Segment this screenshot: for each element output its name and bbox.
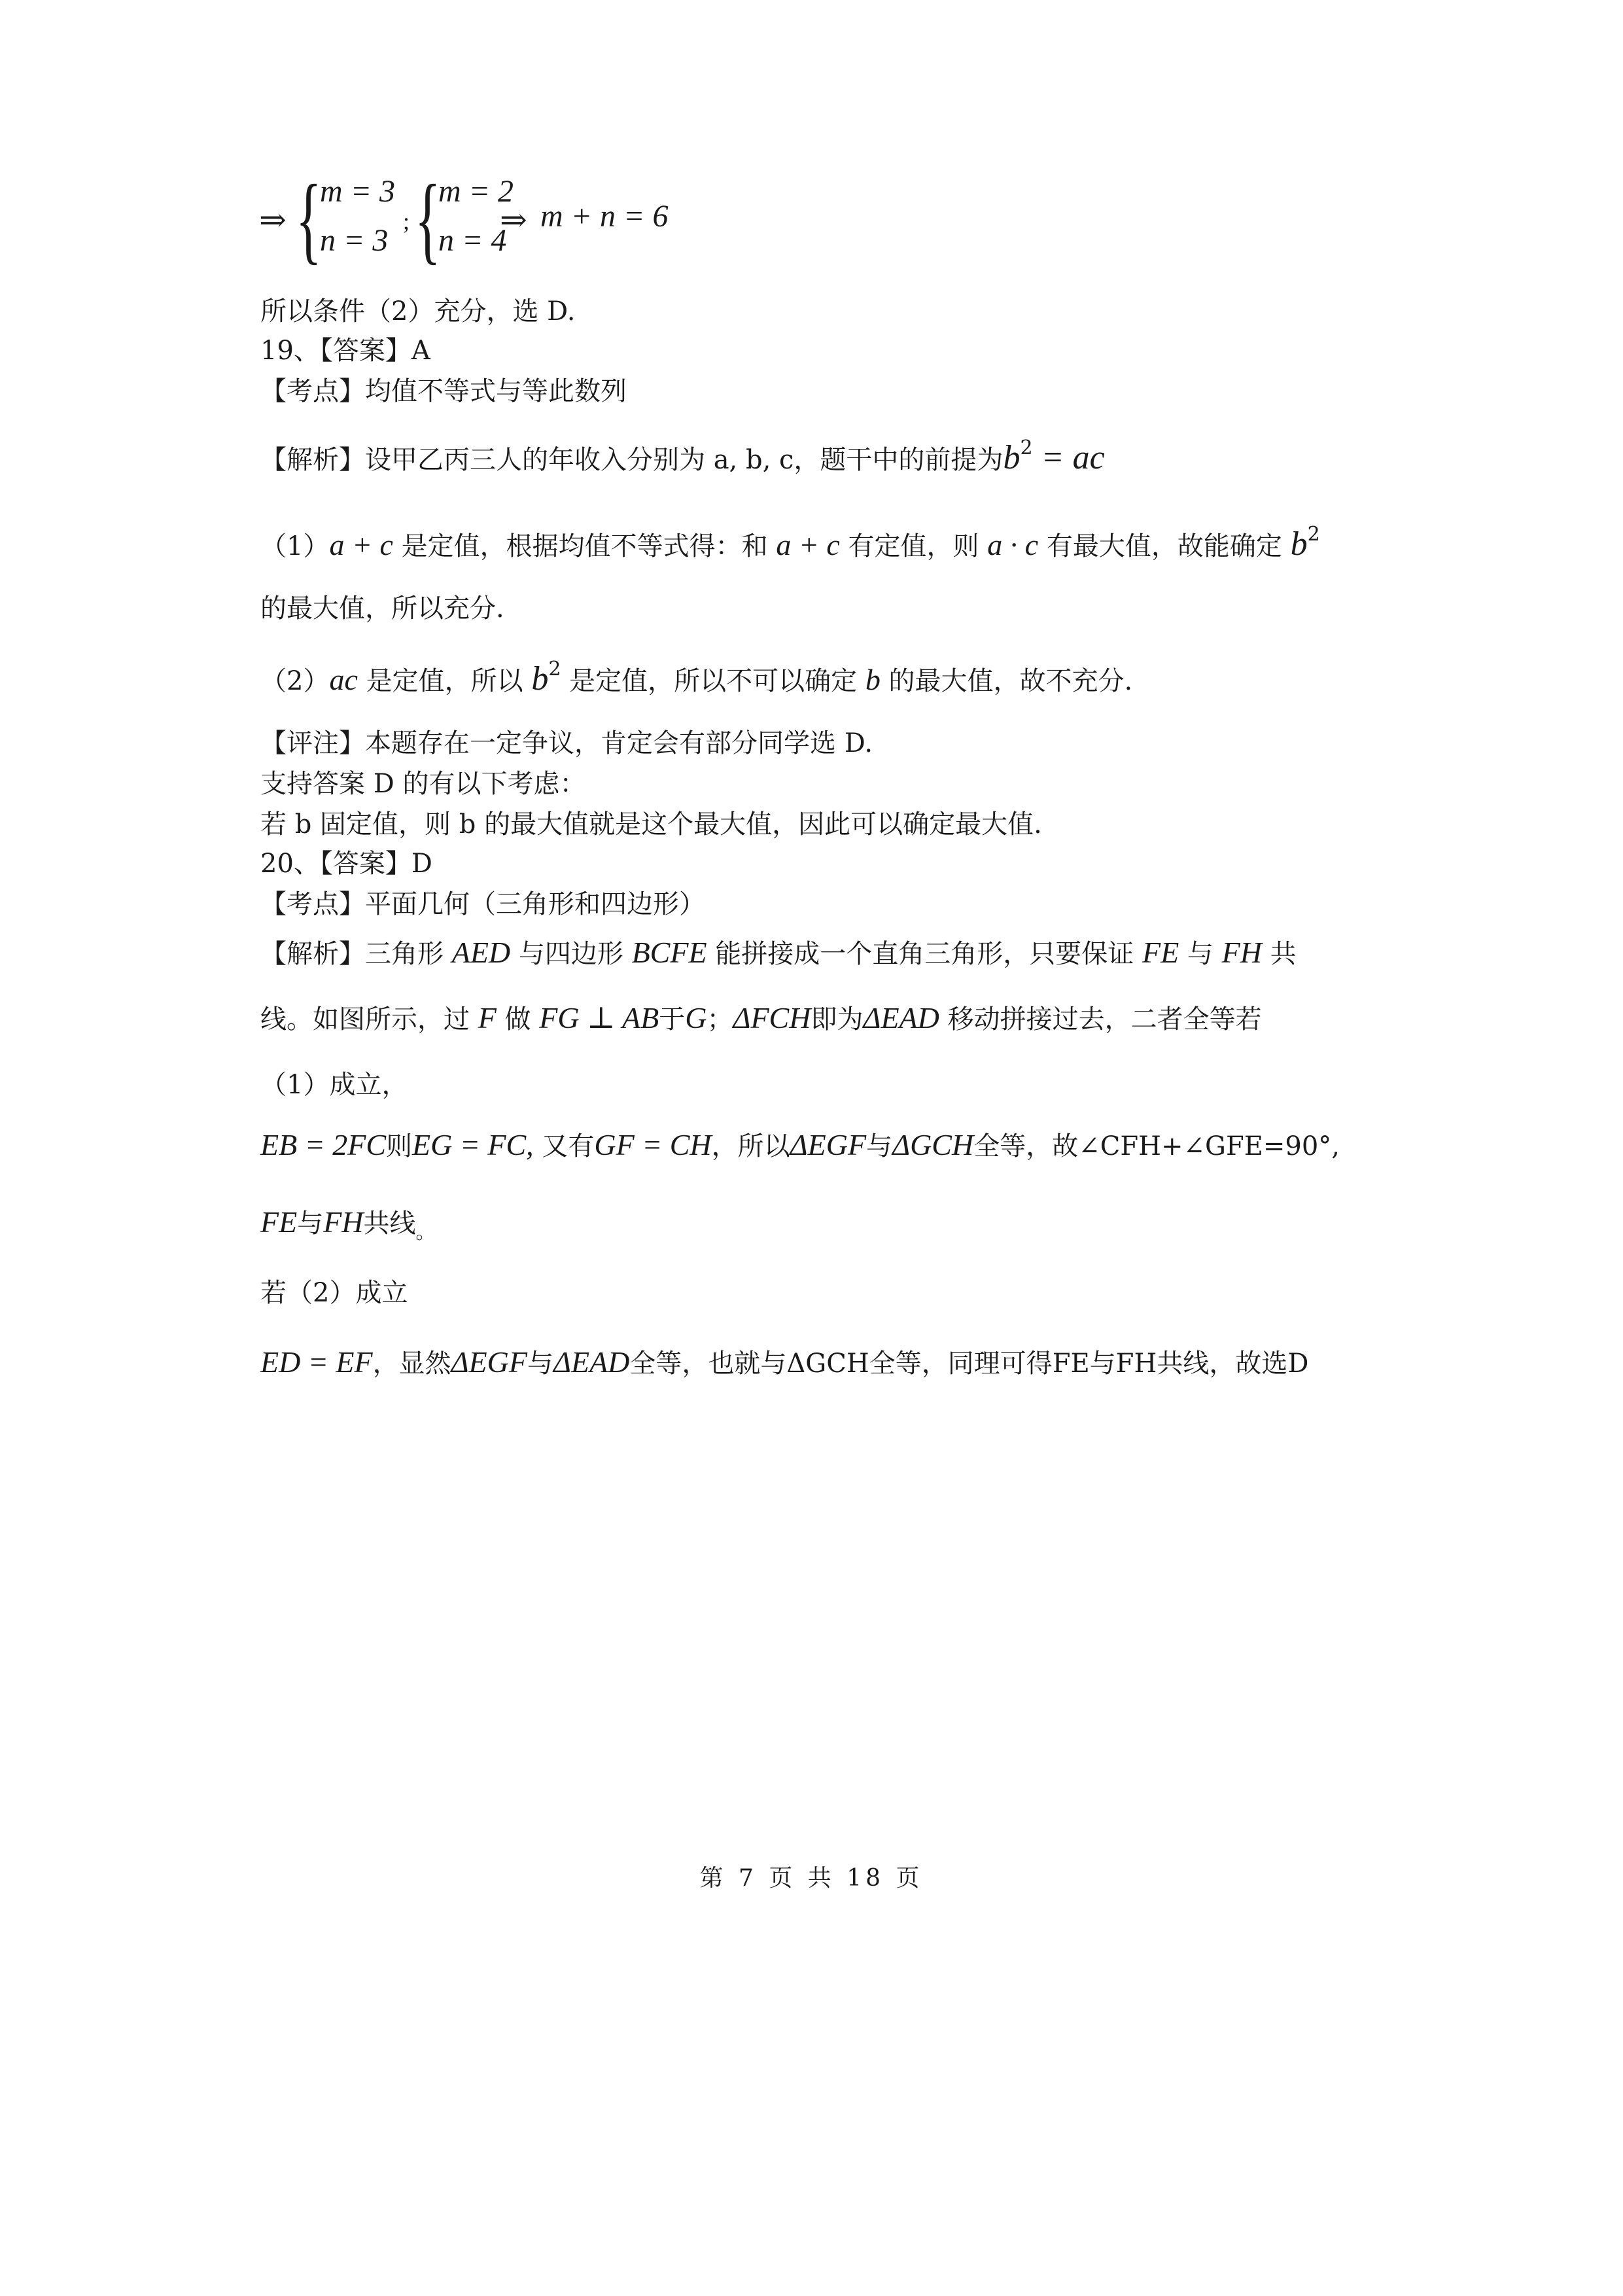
topic-19 bbox=[260, 372, 627, 411]
text: 【考点】均值不等式与等此数列 bbox=[260, 376, 627, 406]
math: ac bbox=[329, 663, 358, 696]
math: a · c bbox=[987, 528, 1039, 561]
math: b bbox=[531, 660, 549, 698]
text: 若 b 固定值，则 b 的最大值就是这个最大值，因此可以确定最大值. bbox=[260, 809, 1042, 839]
answer-20 bbox=[260, 844, 432, 883]
math: F bbox=[478, 1001, 497, 1034]
math: GF = CH bbox=[594, 1128, 712, 1161]
text: 若（2）成立 bbox=[260, 1278, 408, 1308]
condition-1-cont bbox=[260, 589, 504, 628]
separator: ; bbox=[403, 208, 410, 234]
math: FE bbox=[260, 1205, 298, 1239]
math: = ac bbox=[1032, 439, 1105, 476]
support-d-reason bbox=[260, 805, 1042, 844]
condition-2-19 bbox=[260, 660, 1132, 701]
math: FG ⊥ AB bbox=[539, 1001, 659, 1034]
text: ； bbox=[707, 1004, 733, 1034]
math: G bbox=[685, 1001, 707, 1034]
text: 有最大值，故能确定 bbox=[1038, 531, 1291, 561]
text: 【考点】平面几何（三角形和四边形） bbox=[260, 889, 705, 919]
left-brace-2: { bbox=[415, 165, 441, 274]
equation-m-2: m = 2 bbox=[438, 174, 514, 209]
text: 与四边形 bbox=[510, 939, 632, 969]
equation-n-4: n = 4 bbox=[438, 223, 507, 258]
math: BCFE bbox=[631, 936, 707, 969]
implies-symbol: ⇒ bbox=[259, 202, 287, 238]
analysis-20 bbox=[260, 933, 1297, 974]
text: 与 bbox=[1179, 939, 1222, 969]
text: 【解析】设甲乙丙三人的年收入分别为 a, b, c，题干中的前提为 bbox=[260, 445, 1003, 475]
math: b bbox=[1003, 439, 1021, 476]
text: 支持答案 D 的有以下考虑： bbox=[260, 769, 586, 799]
text: 所以条件（2）充分，选 D. bbox=[260, 296, 576, 327]
math: ΔFCH bbox=[733, 1001, 811, 1034]
math: b bbox=[865, 663, 881, 696]
text: 19、【答案】A bbox=[260, 336, 430, 366]
equation-system bbox=[259, 167, 704, 278]
text: ，显然 bbox=[372, 1349, 451, 1379]
superscript: 2 bbox=[1020, 436, 1033, 459]
math: EG = FC, bbox=[412, 1128, 534, 1161]
math: ΔGCH bbox=[892, 1128, 974, 1161]
math: FH bbox=[323, 1205, 364, 1239]
text: 能拼接成一个直角三角形，只要保证 bbox=[707, 939, 1142, 969]
case-1-20 bbox=[260, 1065, 408, 1104]
text: 与 bbox=[866, 1131, 893, 1161]
text: 。 bbox=[415, 1221, 436, 1244]
math: ΔEAD bbox=[863, 1001, 939, 1034]
analysis-20-cont bbox=[260, 998, 1262, 1039]
text: 共 bbox=[1261, 939, 1297, 969]
text: 与 bbox=[297, 1209, 324, 1239]
math: a + c bbox=[329, 528, 393, 561]
math: b bbox=[1290, 525, 1308, 563]
text: 于 bbox=[659, 1004, 686, 1034]
text: 移动拼接过去，二者全等若 bbox=[939, 1004, 1262, 1034]
text: 则 bbox=[386, 1131, 413, 1161]
text: ，所以 bbox=[711, 1131, 790, 1161]
text: （2） bbox=[260, 666, 330, 696]
case-2-20 bbox=[260, 1273, 408, 1313]
text: 又有 bbox=[533, 1131, 595, 1161]
text: 即为 bbox=[811, 1004, 864, 1034]
text: 共线 bbox=[363, 1209, 416, 1239]
math: a + c bbox=[776, 528, 840, 561]
math: AED bbox=[451, 936, 511, 969]
text: 的最大值，故不充分. bbox=[880, 666, 1133, 696]
math: ED = EF bbox=[260, 1345, 373, 1379]
result-equation: m + n = 6 bbox=[540, 199, 669, 234]
conclusion-line bbox=[260, 292, 576, 331]
math: FH bbox=[1221, 936, 1262, 969]
superscript: 2 bbox=[548, 658, 561, 680]
math: FE bbox=[1142, 936, 1179, 969]
condition-1-19 bbox=[260, 525, 1320, 566]
text: 与 bbox=[527, 1349, 553, 1379]
text: 有定值，则 bbox=[839, 531, 988, 561]
text: 全等，也就与ΔGCH全等，同理可得FE与FH共线，故选D bbox=[629, 1349, 1309, 1379]
comment-19 bbox=[260, 724, 873, 763]
text: （1）成立， bbox=[260, 1070, 408, 1100]
page-number-footer: 第 7 页 共 18 页 bbox=[699, 1865, 924, 1892]
text: 全等，故∠CFH+∠GFE=90°, bbox=[973, 1131, 1340, 1161]
case-1-conclusion bbox=[260, 1203, 436, 1252]
case-1-proof bbox=[260, 1125, 1340, 1166]
text: 20、【答案】D bbox=[260, 849, 432, 879]
text: 是定值，根据均值不等式得：和 bbox=[393, 531, 777, 561]
case-2-proof bbox=[260, 1343, 1308, 1383]
text: 的最大值，所以充分. bbox=[260, 593, 504, 624]
text: 是定值，所以不可以确定 bbox=[561, 666, 865, 696]
math: ΔEAD bbox=[553, 1345, 630, 1379]
text: 【评注】本题存在一定争议，肯定会有部分同学选 D. bbox=[260, 728, 873, 758]
implies-symbol-2: ⇒ bbox=[500, 202, 527, 238]
superscript: 2 bbox=[1307, 523, 1320, 546]
equation-m-3: m = 3 bbox=[320, 174, 396, 209]
text: 线。如图所示，过 bbox=[260, 1004, 478, 1034]
math: ΔEGF bbox=[451, 1345, 527, 1379]
support-d bbox=[260, 764, 586, 804]
math: ΔEGF bbox=[790, 1128, 867, 1161]
analysis-19 bbox=[260, 438, 1105, 480]
text: 【解析】三角形 bbox=[260, 939, 452, 969]
text: （1） bbox=[260, 531, 330, 561]
answer-19 bbox=[260, 331, 430, 370]
left-brace: { bbox=[296, 165, 322, 274]
text: 是定值，所以 bbox=[357, 666, 532, 696]
topic-20 bbox=[260, 885, 705, 924]
equation-n-3: n = 3 bbox=[320, 223, 389, 258]
math: EB = 2FC bbox=[260, 1128, 387, 1161]
text: 做 bbox=[496, 1004, 540, 1034]
